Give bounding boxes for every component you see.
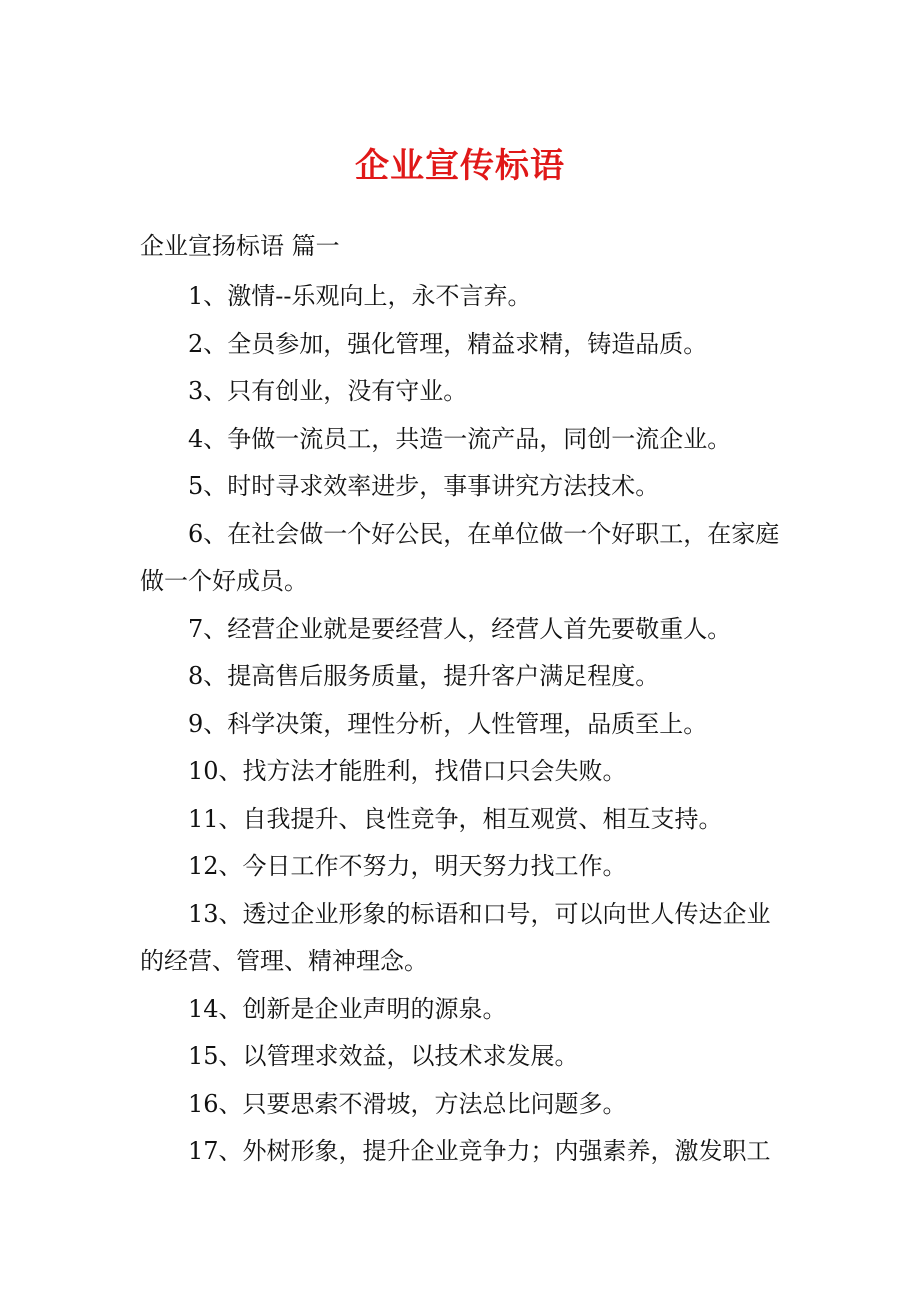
list-item: 16、只要思索不滑坡，方法总比问题多。 (188, 1089, 627, 1118)
list-item: 13、透过企业形象的标语和口号，可以向世人传达企业的经营、管理、精神理念。 (140, 899, 771, 975)
list-item: 1、激情--乐观向上，永不言弃。 (188, 282, 532, 310)
list-item: 15、以管理求效益，以技术求发展。 (188, 1042, 579, 1070)
list-item: 3、只有创业，没有守业。 (188, 377, 468, 405)
list-item: 4、争做一流员工，共造一流产品，同创一流企业。 (188, 424, 732, 453)
list-item: 9、科学决策，理性分析，人性管理，品质至上。 (188, 709, 708, 738)
list-item: 8、提高售后服务质量，提升客户满足程度。 (188, 662, 660, 690)
list-item: 7、经营企业就是要经营人，经营人首先要敬重人。 (188, 614, 732, 643)
list-item: 17、外树形象，提升企业竞争力；内强素养，激发职工 (188, 1137, 771, 1165)
list-item: 5、时时寻求效率进步，事事讲究方法技术。 (188, 472, 660, 500)
slogan-list (140, 273, 785, 1176)
section-heading: 企业宣扬标语 篇一 (140, 232, 340, 260)
page-title: 企业宣传标语 (355, 146, 565, 186)
list-item: 14、创新是企业声明的源泉。 (188, 994, 507, 1023)
list-item: 2、全员参加，强化管理，精益求精，铸造品质。 (188, 329, 708, 358)
list-item: 12、今日工作不努力，明天努力找工作。 (188, 852, 627, 880)
list-item: 11、自我提升、良性竞争，相互观赏、相互支持。 (188, 804, 723, 833)
list-item: 6、在社会做一个好公民，在单位做一个好职工，在家庭做一个好成员。 (140, 519, 780, 595)
list-item: 10、找方法才能胜利，找借口只会失败。 (188, 757, 627, 785)
